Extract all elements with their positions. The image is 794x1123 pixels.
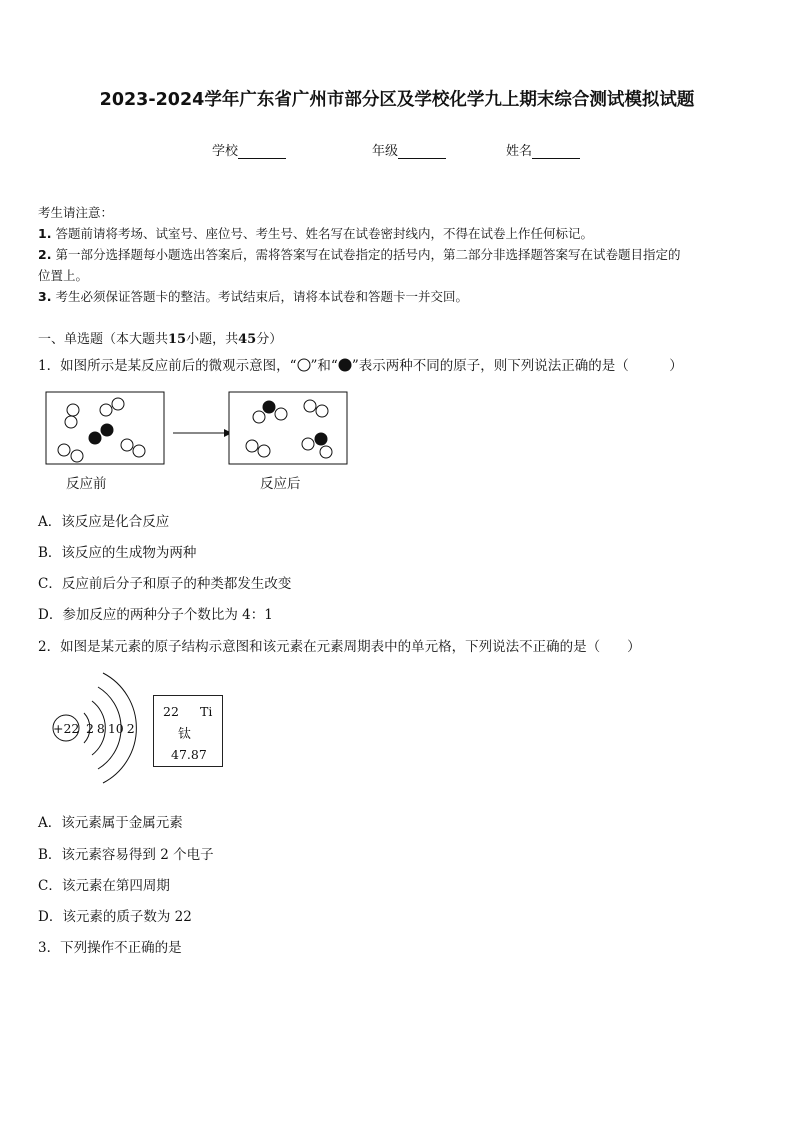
black-atom (263, 401, 276, 414)
open-circle-icon (297, 358, 311, 372)
atomic-mass: 47.87 (171, 747, 207, 762)
before-label: 反应前 (66, 476, 107, 492)
q1-option-b[interactable]: B．该反应的生成物为两种 (38, 545, 197, 561)
nucleus-charge: +22 (53, 721, 80, 736)
name-field (506, 140, 580, 159)
page-title: 2023-2024学年广东省广州市部分区及学校化学九上期末综合测试模拟试题 (99, 90, 695, 110)
black-atom (315, 433, 328, 446)
q2-option-d[interactable]: D．该元素的质子数为 22 (38, 909, 192, 925)
q2-option-c[interactable]: C．该元素在第四周期 (38, 878, 170, 894)
reaction-diagram (40, 388, 360, 470)
filled-circle-icon (338, 358, 352, 372)
atomic-number: 22 (163, 704, 179, 719)
black-atom (89, 432, 102, 445)
grade-field (372, 140, 446, 159)
periodic-table-cell (153, 695, 223, 767)
notice-item: 2. 第一部分选择题每小题选出答案后，需将答案写在试卷指定的括号内，第二部分非选择题答案写在试卷题目指定的 (38, 247, 681, 262)
question-3-stem: 3．下列操作不正确的是 (38, 940, 182, 956)
section-heading: 一、单选题（本大题共15小题，共45分） (38, 332, 283, 347)
q2-option-a[interactable]: A．该元素属于金属元素 (38, 815, 183, 831)
notice-item: 1. 答题前请将考场、试室号、座位号、考生号、姓名写在试卷密封线内，不得在试卷上作任何标记。 (38, 226, 593, 241)
after-label: 反应后 (260, 476, 301, 492)
notice-item: 位置上。 (38, 268, 89, 283)
name-label: 姓名 (506, 144, 533, 159)
grade-label: 年级 (372, 144, 399, 159)
notice-heading: 考生请注意： (38, 205, 114, 220)
question-1-stem: 1．如图所示是某反应前后的微观示意图，“ ”和“ ”表示两种不同的原子，则下列说法正确的是（ ） (38, 358, 683, 374)
school-blank[interactable] (238, 145, 286, 159)
question-2-stem: 2．如图是某元素的原子结构示意图和该元素在元素周期表中的单元格，下列说法不正确的是（ ） (38, 639, 641, 655)
q1-option-a[interactable]: A．该反应是化合反应 (38, 514, 170, 530)
notice-item: 3. 考生必须保证答题卡的整洁。考试结束后，请将本试卷和答题卡一并交回。 (38, 289, 468, 304)
black-atom (101, 424, 114, 437)
q1-option-c[interactable]: C．反应前后分子和原子的种类都发生改变 (38, 576, 292, 592)
school-field (212, 140, 286, 159)
electron-shells: 2 8 10 2 (86, 721, 135, 736)
q2-option-b[interactable]: B．该元素容易得到 2 个电子 (38, 847, 214, 863)
name-blank[interactable] (532, 145, 580, 159)
element-name: 钛 (178, 727, 192, 742)
q1-option-d[interactable]: D．参加反应的两种分子个数比为 4：1 (38, 607, 273, 623)
element-symbol: Ti (200, 704, 213, 719)
grade-blank[interactable] (398, 145, 446, 159)
school-label: 学校 (212, 144, 239, 159)
